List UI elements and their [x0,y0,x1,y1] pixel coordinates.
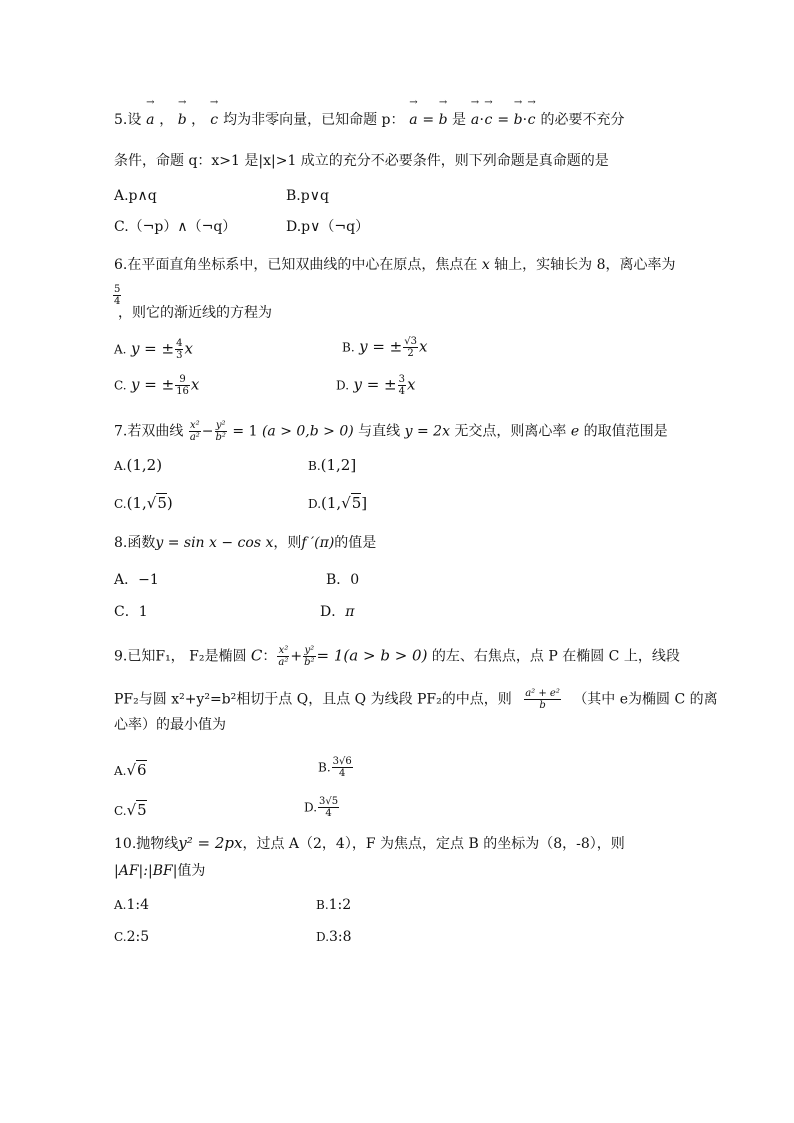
q9-option-b: B. $\frac{3√6}{4}$ [318,756,352,779]
q9-line3: 心率）的最小值为 [114,717,226,733]
q8-option-b: B．0 [326,572,360,588]
q6-option-d: D. y = ± $\frac{3}{4}$ x [336,374,416,397]
q5-option-b: B.p∨q [286,188,329,204]
vector-a: → a [146,97,155,128]
q9-option-d: D. $\frac{3√5}{4}$ [304,796,339,819]
q8-option-a: A．−1 [114,572,159,588]
q9-line2: PF₂与圆 x²+y²=b²相切于点 Q，且点 Q 为线段 PF₂的中点，则 $\frac{\text{a² + e²}}{b}$ （其中 e为椭圆 C 的离 [114,688,718,711]
q8-option-c: C．1 [114,604,148,620]
q6-option-c: C. y = ± $\frac{9}{16}$ x [114,374,200,397]
q10-line1: 10.抛物线y² = 2px，过点 A（2，4），F 为焦点，定点 B 的坐标为（8，-8），则 [114,834,625,852]
q5-option-d: D.p∨（¬q） [286,219,370,235]
q6-option-b: B. y = ± $\frac{√3}{2}$ x [342,336,428,359]
q7-line1: 7.若双曲线 $\frac{\text{x²}}{\text{a²}}$ − $\frac{\text{y²}}{\text{b²}}$ = 1 (a > 0,b > 0) 与直线 y = 2x 无交点，则离心率 e 的取值范围是 [114,420,668,443]
q5-option-c: C.（¬p）∧（¬q） [114,219,237,235]
q6-line1: 6.在平面直角坐标系中，已知双曲线的中心在原点，焦点在 x 轴上，实轴长为 8，离心率为 [114,257,676,273]
q9-line1: 9.已知F₁， F₂是椭圆 C： $\frac{\text{x²}}{\text{a²}}$ + $\frac{\text{y²}}{\text{b²}}$ = 1(a > b > 0) 的左、右焦点，点 P 在椭圆 C 上，线段 [114,645,680,668]
q10-line2: |AF|:|BF|值为 [114,863,206,879]
vector-c: → c [209,97,219,128]
vector-b: → b [177,97,187,128]
q9-option-a: A.√6 [114,761,147,779]
q5-line1: 5.设 → a ， → b ， → c 均为非零向量，已知命题 p： → a = → b 是 → a· → c = → b· → c 的必要不充分 [114,97,625,128]
q6-eccentricity-fraction: $\frac{5}{4}$ [114,284,121,307]
q7-option-b: B.(1,2] [308,456,357,474]
q7-option-a: A.(1,2) [114,456,163,474]
q10-option-a: A.1:4 [114,897,150,913]
q5-line2: 条件，命题 q：x>1 是|x|>1 成立的充分不必要条件，则下列命题是真命题的是 [114,153,609,169]
q9-option-c: C.√5 [114,801,147,819]
q10-option-b: B.1:2 [316,897,352,913]
q6-option-a: A. y = ± $\frac{4}{3}$ x [114,338,193,361]
q8-option-d: D．π [320,604,355,620]
q7-option-c: C.(1,√5) [114,494,173,512]
q10-option-c: C.2:5 [114,929,150,945]
q8-line1: 8.函数y = sin x − cos x，则f ′(π)的值是 [114,535,377,551]
q7-option-d: D.(1,√5] [308,494,368,512]
q6-line2: ，则它的渐近线的方程为 [118,305,272,321]
q10-option-d: D.3:8 [316,929,352,945]
q5-option-a: A.p∧q [114,188,157,204]
